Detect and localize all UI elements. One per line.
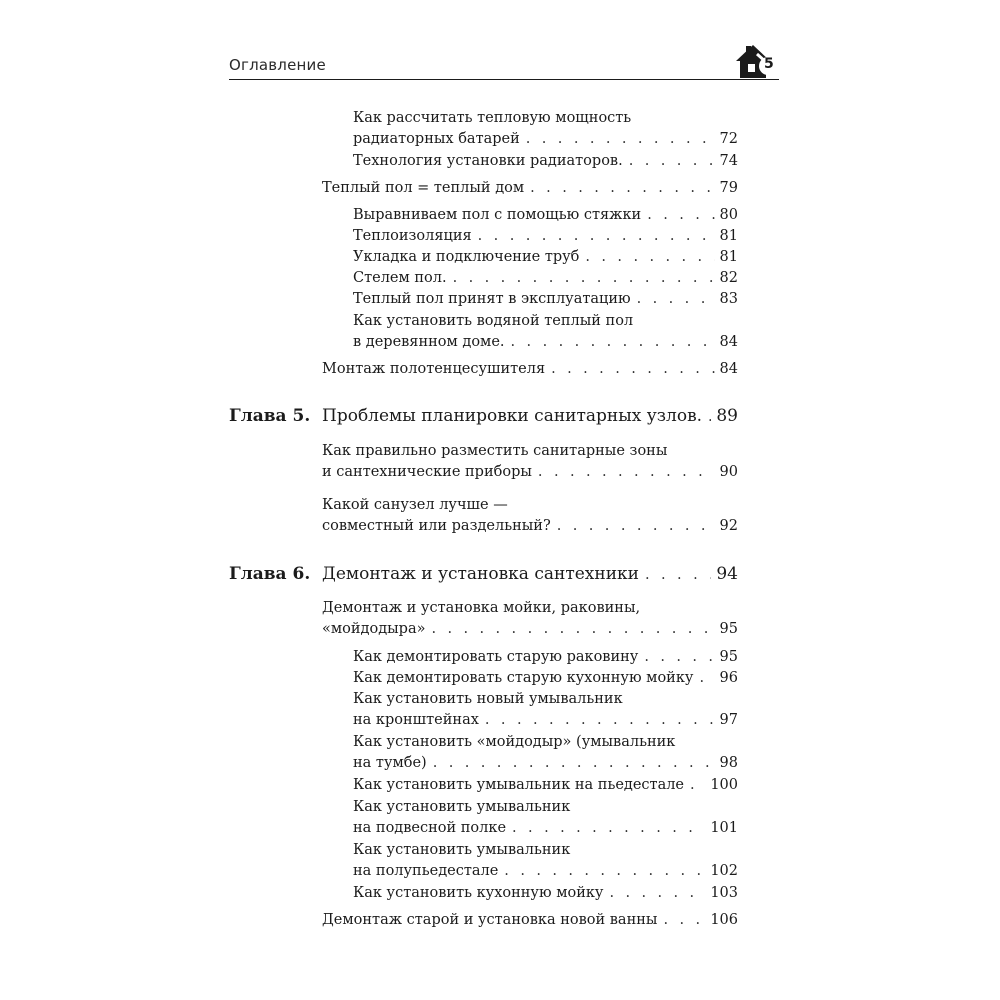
running-header-title: Оглавление — [229, 56, 326, 74]
chapter-label: Глава 6. — [229, 564, 311, 584]
chapter-title: Проблемы планировки санитарных узлов. — [322, 406, 703, 426]
toc-entry-text: в деревянном доме. — [353, 334, 505, 350]
toc-entry[interactable] — [353, 883, 738, 904]
toc-entry-text: Как установить умывальник — [353, 799, 571, 815]
toc-entry-text: Как демонтировать старую раковину — [353, 649, 639, 665]
toc-entry-text: Демонтаж старой и установка новой ванны — [322, 912, 658, 928]
toc-page-number: 90 — [719, 464, 738, 480]
chapter-label: Глава 5. — [229, 406, 311, 426]
toc-page-number: 98 — [719, 755, 738, 771]
toc-page-number: 81 — [719, 249, 738, 265]
toc-entry[interactable] — [353, 108, 738, 150]
dot-leader — [453, 268, 715, 289]
toc-entry-text: Технология установки радиаторов. — [353, 153, 623, 169]
toc-page-number: 83 — [719, 291, 738, 307]
toc-entry-text: Теплоизоляция — [353, 228, 472, 244]
toc-page-number: 101 — [710, 820, 738, 836]
dot-leader — [637, 289, 715, 310]
toc-entry-text: «мойдодыра» — [322, 621, 426, 637]
dot-leader — [431, 619, 714, 640]
toc-entry[interactable] — [353, 289, 738, 310]
toc-entry[interactable] — [353, 268, 738, 289]
toc-entry-text: радиаторных батарей — [353, 131, 520, 147]
toc-entry-text: Какой санузел лучше — — [322, 497, 508, 513]
toc-page-number: 84 — [719, 361, 738, 377]
toc-entry-text: совместный или раздельный? — [322, 518, 551, 534]
toc-entry-text: Как установить водяной теплый пол — [353, 313, 634, 329]
toc-entry-text: Демонтаж и установка мойки, раковины, — [322, 600, 641, 616]
toc-entry[interactable] — [353, 647, 738, 668]
toc-entry[interactable] — [353, 732, 738, 774]
dot-leader — [504, 861, 705, 882]
toc-page-number: 102 — [710, 863, 738, 879]
toc-entry-text: и сантехнические приборы — [322, 464, 532, 480]
toc-page-number: 106 — [710, 912, 738, 928]
toc-page-number: 96 — [719, 670, 738, 686]
page-number: 5 — [764, 56, 774, 72]
dot-leader — [708, 406, 711, 428]
toc-entry-text: Стелем пол. — [353, 270, 447, 286]
dot-leader — [478, 226, 715, 247]
toc-page-number: 100 — [710, 777, 738, 793]
toc-entry-text: на подвесной полке — [353, 820, 507, 836]
dot-leader — [647, 205, 714, 226]
toc-entry[interactable] — [353, 226, 738, 247]
toc-entry-text: Теплый пол = теплый дом — [322, 180, 525, 196]
dot-leader — [699, 668, 714, 689]
toc-page-number: 95 — [719, 621, 738, 637]
dot-leader — [645, 564, 711, 586]
chapter-heading[interactable] — [229, 563, 738, 586]
toc-entry[interactable] — [322, 495, 738, 537]
dot-leader — [609, 883, 705, 904]
toc-page-number: 72 — [719, 131, 738, 147]
toc-entry[interactable] — [353, 840, 738, 882]
toc-entry-text: на тумбе) — [353, 755, 427, 771]
toc-entry-text: Как установить кухонную мойку — [353, 885, 604, 901]
toc-page-number: 84 — [719, 334, 738, 350]
toc-page-number: 95 — [719, 649, 738, 665]
toc-entry[interactable] — [353, 689, 738, 731]
toc-entry[interactable] — [322, 598, 738, 640]
toc-page-number: 74 — [719, 153, 738, 169]
toc-entry[interactable] — [353, 151, 738, 172]
dot-leader — [485, 710, 715, 731]
toc-entry-text: на кронштейнах — [353, 712, 479, 728]
dot-leader — [690, 775, 705, 796]
dot-leader — [551, 359, 714, 380]
header-rule — [229, 79, 779, 80]
dot-leader — [433, 753, 715, 774]
dot-leader — [530, 178, 714, 199]
toc-entry-text: Как демонтировать старую кухонную мойку — [353, 670, 694, 686]
toc-entry-text: Как правильно разместить санитарные зоны — [322, 443, 668, 459]
toc-entry[interactable] — [353, 775, 738, 796]
toc-page-number: 103 — [710, 885, 738, 901]
toc-entry-text: Как установить новый умывальник — [353, 691, 623, 707]
dot-leader — [644, 647, 714, 668]
toc-entry-text: Монтаж полотенцесушителя — [322, 361, 546, 377]
dot-leader — [629, 151, 715, 172]
dot-leader — [585, 247, 714, 268]
toc-page-number: 79 — [719, 180, 738, 196]
toc-entry-text: на полупьедестале — [353, 863, 499, 879]
toc-entry[interactable] — [322, 441, 738, 483]
dot-leader — [526, 129, 715, 150]
toc-entry-text: Теплый пол принят в эксплуатацию — [353, 291, 631, 307]
chapter-title: Демонтаж и установка сантехники — [322, 564, 640, 584]
toc-entry[interactable] — [353, 797, 738, 839]
toc-page-number: 97 — [719, 712, 738, 728]
toc-entry[interactable] — [322, 359, 738, 380]
chapter-heading[interactable] — [229, 405, 738, 428]
toc-page-number: 94 — [716, 564, 738, 584]
toc-entry[interactable] — [353, 205, 738, 226]
toc-entry-text: Как установить умывальник на пьедестале — [353, 777, 685, 793]
toc-entry[interactable] — [353, 311, 738, 353]
toc-entry[interactable] — [353, 247, 738, 268]
toc-entry[interactable] — [322, 178, 738, 199]
dot-leader — [663, 910, 705, 931]
toc-entry-text: Выравниваем пол с помощью стяжки — [353, 207, 642, 223]
toc-entry-text: Как рассчитать тепловую мощность — [353, 110, 632, 126]
toc-entry[interactable] — [322, 910, 738, 931]
dot-leader — [511, 332, 715, 353]
dot-leader — [538, 462, 715, 483]
dot-leader — [557, 516, 715, 537]
toc-page-number: 82 — [719, 270, 738, 286]
toc-entry[interactable] — [353, 668, 738, 689]
dot-leader — [512, 818, 705, 839]
toc-page-number: 80 — [719, 207, 738, 223]
toc-entry-text: Как установить умывальник — [353, 842, 571, 858]
toc-page-number: 81 — [719, 228, 738, 244]
toc-entry-text: Как установить «мойдодыр» (умывальник — [353, 734, 676, 750]
toc-page-number: 92 — [719, 518, 738, 534]
house-icon — [733, 40, 781, 82]
toc-page-number: 89 — [716, 406, 738, 426]
toc-entry-text: Укладка и подключение труб — [353, 249, 580, 265]
